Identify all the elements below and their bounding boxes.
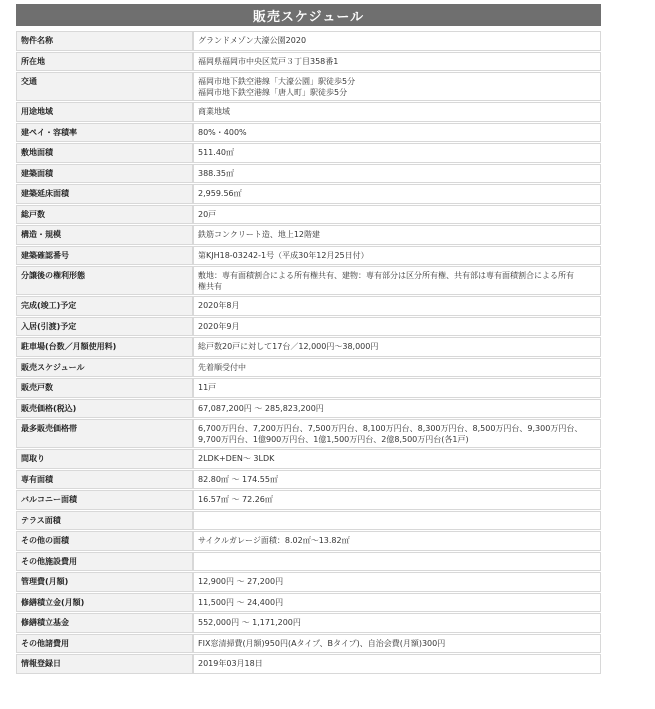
spec-label: 修繕積立基金 xyxy=(16,613,193,633)
spec-value xyxy=(193,317,601,337)
spec-row xyxy=(16,470,601,490)
spec-label: 分譲後の権利形態 xyxy=(16,266,193,295)
spec-value xyxy=(193,164,601,184)
spec-row xyxy=(16,531,601,551)
spec-row xyxy=(16,317,601,337)
spec-row xyxy=(16,246,601,266)
spec-value xyxy=(193,266,601,295)
spec-value xyxy=(193,572,601,592)
spec-label: 総戸数 xyxy=(16,205,193,225)
spec-value-line: 11,500円 〜 24,400円 xyxy=(198,597,284,607)
spec-label: 建ペイ・容積率 xyxy=(16,123,193,143)
spec-value xyxy=(193,470,601,490)
spec-value-line: 2LDK+DEN〜 3LDK xyxy=(198,454,275,464)
spec-value xyxy=(193,399,601,419)
spec-value-line: 2020年8月 xyxy=(198,301,240,311)
spec-value-line: 552,000円 〜 1,171,200円 xyxy=(198,618,301,628)
spec-value xyxy=(193,337,601,357)
spec-value xyxy=(193,184,601,204)
spec-row xyxy=(16,296,601,316)
spec-value-line: 20戸 xyxy=(198,209,217,219)
spec-row xyxy=(16,490,601,510)
spec-value xyxy=(193,634,601,654)
spec-label: 販売戸数 xyxy=(16,378,193,398)
spec-value-line: 388.35㎡ xyxy=(198,168,234,178)
spec-value-line: サイクルガレージ面積：8.02㎡〜13.82㎡ xyxy=(198,536,350,546)
spec-row xyxy=(16,164,601,184)
spec-row xyxy=(16,184,601,204)
spec-value xyxy=(193,123,601,143)
spec-row xyxy=(16,552,601,572)
spec-value xyxy=(193,654,601,674)
spec-label: 入居(引渡)予定 xyxy=(16,317,193,337)
spec-label: 修繕積立金(月額) xyxy=(16,593,193,613)
spec-row xyxy=(16,358,601,378)
spec-label: 情報登録日 xyxy=(16,654,193,674)
spec-label: その他諸費用 xyxy=(16,634,193,654)
spec-value-line: 権共有 xyxy=(198,282,222,291)
spec-value xyxy=(193,613,601,633)
section-title: 販売スケジュール xyxy=(16,4,601,26)
spec-row xyxy=(16,143,601,163)
spec-value xyxy=(193,358,601,378)
spec-value-line: 総戸数20戸に対して17台／12,000円〜38,000円 xyxy=(198,342,379,352)
spec-row xyxy=(16,511,601,531)
spec-value xyxy=(193,593,601,613)
spec-value-line: 福岡県福岡市中央区荒戸３丁目358番1 xyxy=(198,56,339,66)
spec-value-line: 鉄筋コンクリート造、地上12階建 xyxy=(198,230,321,240)
spec-value-line: 2019年03月18日 xyxy=(198,659,263,669)
spec-value xyxy=(193,246,601,266)
spec-label: 販売価格(税込) xyxy=(16,399,193,419)
spec-row xyxy=(16,266,601,295)
spec-row xyxy=(16,634,601,654)
spec-value-line: 80%・400% xyxy=(198,127,247,137)
spec-label: 建築面積 xyxy=(16,164,193,184)
spec-row xyxy=(16,654,601,674)
spec-label: 建築確認番号 xyxy=(16,246,193,266)
spec-row xyxy=(16,399,601,419)
spec-value-line: 511.40㎡ xyxy=(198,148,234,158)
spec-value-line: 16.57㎡ 〜 72.26㎡ xyxy=(198,495,273,505)
spec-label: 最多販売価格帯 xyxy=(16,419,193,448)
spec-label: バルコニー面積 xyxy=(16,490,193,510)
spec-label: その他の面積 xyxy=(16,531,193,551)
spec-value xyxy=(193,225,601,245)
spec-row xyxy=(16,449,601,469)
spec-value-line: 82.80㎡ 〜 174.55㎡ xyxy=(198,474,278,484)
spec-row xyxy=(16,378,601,398)
spec-label: 管理費(月額) xyxy=(16,572,193,592)
spec-value-line: 先着順受付中 xyxy=(198,362,246,372)
spec-label: 用途地域 xyxy=(16,102,193,122)
spec-value xyxy=(193,102,601,122)
spec-row xyxy=(16,205,601,225)
spec-label: 駐車場(台数／月額使用料) xyxy=(16,337,193,357)
spec-label: その他施設費用 xyxy=(16,552,193,572)
spec-value xyxy=(193,205,601,225)
spec-value-line: グランドメゾン大濠公園2020 xyxy=(198,36,307,46)
spec-label: テラス面積 xyxy=(16,511,193,531)
spec-value xyxy=(193,52,601,72)
spec-label: 間取り xyxy=(16,449,193,469)
spec-value-line: 福岡市地下鉄空港線「唐人町」駅徒歩5分 xyxy=(198,88,348,97)
spec-label: 建築延床面積 xyxy=(16,184,193,204)
spec-value-line: 2,959.56㎡ xyxy=(198,189,242,199)
spec-row xyxy=(16,593,601,613)
spec-label: 物件名称 xyxy=(16,31,193,51)
spec-value-line: 67,087,200円 〜 285,823,200円 xyxy=(198,403,324,413)
spec-value-line: 9,700万円台、1億900万円台、1億1,500万円台、2億8,500万円台(各1戸) xyxy=(198,435,469,444)
spec-value xyxy=(193,511,601,531)
spec-value-line: 敷地：専有面積割合による所有権共有、建物：専有部分は区分所有権、共有部は専有面積割合による所有 xyxy=(198,271,574,280)
spec-row xyxy=(16,572,601,592)
spec-value-line: 第KJH18-03242-1号（平成30年12月25日付） xyxy=(198,250,369,260)
spec-row xyxy=(16,419,601,448)
spec-value xyxy=(193,419,601,448)
spec-label: 専有面積 xyxy=(16,470,193,490)
spec-value-line: 2020年9月 xyxy=(198,321,240,331)
spec-row xyxy=(16,52,601,72)
spec-label: 販売スケジュール xyxy=(16,358,193,378)
spec-value xyxy=(193,72,601,101)
spec-value xyxy=(193,552,601,572)
spec-value-line: 6,700万円台、7,200万円台、7,500万円台、8,100万円台、8,300万円台、8,500万円台、9,300万円台、 xyxy=(198,424,583,433)
spec-value-line: 商業地域 xyxy=(198,107,230,117)
spec-row xyxy=(16,72,601,101)
property-spec-table xyxy=(16,30,601,675)
spec-label: 構造・規模 xyxy=(16,225,193,245)
spec-value xyxy=(193,31,601,51)
spec-value xyxy=(193,378,601,398)
spec-value-line: 福岡市地下鉄空港線「大濠公園」駅徒歩5分 xyxy=(198,77,356,86)
spec-row xyxy=(16,31,601,51)
spec-row xyxy=(16,225,601,245)
spec-value xyxy=(193,449,601,469)
spec-label: 敷地面積 xyxy=(16,143,193,163)
spec-label: 交通 xyxy=(16,72,193,101)
spec-row xyxy=(16,613,601,633)
spec-value xyxy=(193,296,601,316)
spec-table-body xyxy=(16,31,601,674)
spec-label: 所在地 xyxy=(16,52,193,72)
spec-row xyxy=(16,123,601,143)
spec-value xyxy=(193,531,601,551)
spec-value-line: 12,900円 〜 27,200円 xyxy=(198,577,284,587)
spec-value-line: 11戸 xyxy=(198,383,217,393)
spec-row xyxy=(16,337,601,357)
spec-label: 完成(竣工)予定 xyxy=(16,296,193,316)
spec-value xyxy=(193,143,601,163)
spec-value xyxy=(193,490,601,510)
spec-value-line: FIX窓清掃費(月額)950円(Aタイプ、Bタイプ)、自治会費(月額)300円 xyxy=(198,638,446,648)
spec-row xyxy=(16,102,601,122)
